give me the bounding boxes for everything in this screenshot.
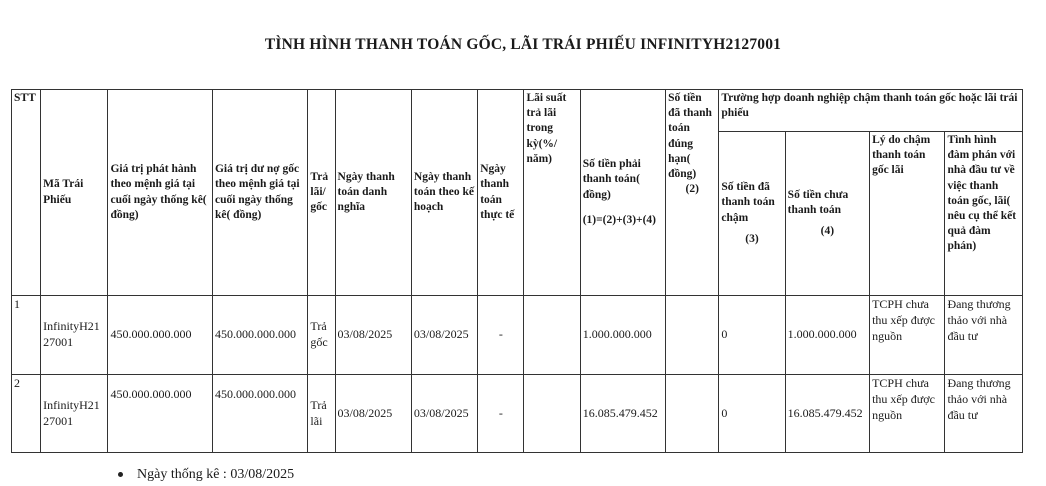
cell-ngay-ke-hoach: 03/08/2025 [411, 296, 477, 375]
header-lai-suat: Lãi suất trả lãi trong kỳ(%/ năm) [524, 90, 580, 296]
cell-so-tien-chua: 1.000.000.000 [785, 296, 869, 375]
cell-so-tien-phai: 1.000.000.000 [580, 296, 665, 375]
table-row [12, 296, 1023, 375]
bullet-icon [118, 472, 123, 477]
cell-so-tien-dung-han [666, 296, 719, 375]
header-so-tien-chua-label: Số tiền chưa thanh toán [787, 188, 849, 216]
stat-date-text: Ngày thống kê : 03/08/2025 [137, 467, 295, 482]
table-row [12, 375, 1023, 453]
header-so-tien-chua-num: (4) [820, 225, 835, 238]
header-ngay-danh-nghia: Ngày thanh toán danh nghĩa [335, 90, 411, 296]
cell-so-tien-cham: 0 [719, 296, 785, 375]
header-so-tien-dung-han-num: (2) [685, 183, 699, 196]
cell-so-tien-dung-han [666, 375, 719, 453]
header-tra-lai-goc: Trả lãi/ gốc [308, 90, 335, 296]
header-tinh-hinh: Tình hình đàm phán với nhà đầu tư về việc thanh toán gốc, lãi( nêu cụ thể kết quả đàm phán) [945, 132, 1023, 296]
page-title: TÌNH HÌNH THANH TOÁN GỐC, LÃI TRÁI PHIẾU INFINITYH2127001 [264, 36, 782, 53]
header-ngay-thuc-te: Ngày thanh toán thực tế [478, 90, 524, 296]
header-so-tien-cham-label: Số tiền đã thanh toán chậm [721, 181, 775, 224]
cell-so-tien-cham: 0 [719, 375, 785, 453]
header-gia-tri-du-no: Giá trị dư nợ gốc theo mệnh giá tại cuối ngày thống kê( đồng) [212, 90, 307, 296]
header-cham-group: Trường hợp doanh nghiệp chậm thanh toán gốc hoặc lãi trái phiếu [719, 90, 1023, 132]
cell-gia-tri-phat-hanh: 450.000.000.000 [108, 296, 213, 375]
header-so-tien-phai-formula: (1)=(2)+(3)+(4) [582, 213, 656, 226]
cell-tra: Trả gốc [308, 296, 335, 375]
header-so-tien-cham-num: (3) [745, 232, 759, 245]
cell-so-tien-phai: 16.085.479.452 [580, 375, 665, 453]
header-gia-tri-phat-hanh: Giá trị phát hành theo mệnh giá tại cuối ngày thống kê( đồng) [108, 90, 213, 296]
cell-tinh-hinh: Đang thương thảo với nhà đầu tư [945, 296, 1023, 375]
cell-ma: InfinityH2127001 [41, 375, 108, 453]
header-so-tien-dung-han-label: Số tiền đã thanh toán đúng hạn( đồng) [668, 92, 712, 180]
cell-ngay-danh-nghia: 03/08/2025 [335, 296, 411, 375]
cell-ma: InfinityH2127001 [41, 296, 108, 375]
cell-stt: 2 [12, 375, 41, 453]
header-so-tien-dung-han [666, 90, 719, 296]
header-so-tien-phai-thanh-toan [580, 90, 665, 296]
header-so-tien-cham [719, 132, 785, 296]
cell-so-tien-chua: 16.085.479.452 [785, 375, 869, 453]
bond-payment-table [11, 89, 1023, 453]
cell-ngay-danh-nghia: 03/08/2025 [335, 375, 411, 453]
cell-gia-tri-phat-hanh: 450.000.000.000 [108, 375, 213, 453]
header-ngay-ke-hoach: Ngày thanh toán theo kế hoạch [411, 90, 477, 296]
cell-ngay-ke-hoach: 03/08/2025 [411, 375, 477, 453]
cell-lai-suat [524, 375, 580, 453]
cell-ngay-thuc-te: - [478, 296, 524, 375]
cell-stt: 1 [12, 296, 41, 375]
cell-ngay-thuc-te: - [478, 375, 524, 453]
cell-tra: Trả lãi [308, 375, 335, 453]
cell-tinh-hinh: Đang thương thảo với nhà đầu tư [945, 375, 1023, 453]
cell-gia-tri-du-no: 450.000.000.000 [212, 296, 307, 375]
header-so-tien-phai-label: Số tiền phải thanh toán( đồng) [582, 158, 641, 201]
cell-ly-do: TCPH chưa thu xếp được nguồn [870, 296, 945, 375]
cell-lai-suat [524, 296, 580, 375]
header-ly-do: Lý do chậm thanh toán gốc lãi [870, 132, 945, 296]
header-so-tien-chua [785, 132, 869, 296]
stat-date-note [118, 467, 294, 483]
cell-ly-do: TCPH chưa thu xếp được nguồn [870, 375, 945, 453]
header-ma-trai-phieu: Mã Trái Phiếu [41, 90, 108, 296]
header-stt: STT [12, 90, 41, 296]
cell-gia-tri-du-no: 450.000.000.000 [212, 375, 307, 453]
